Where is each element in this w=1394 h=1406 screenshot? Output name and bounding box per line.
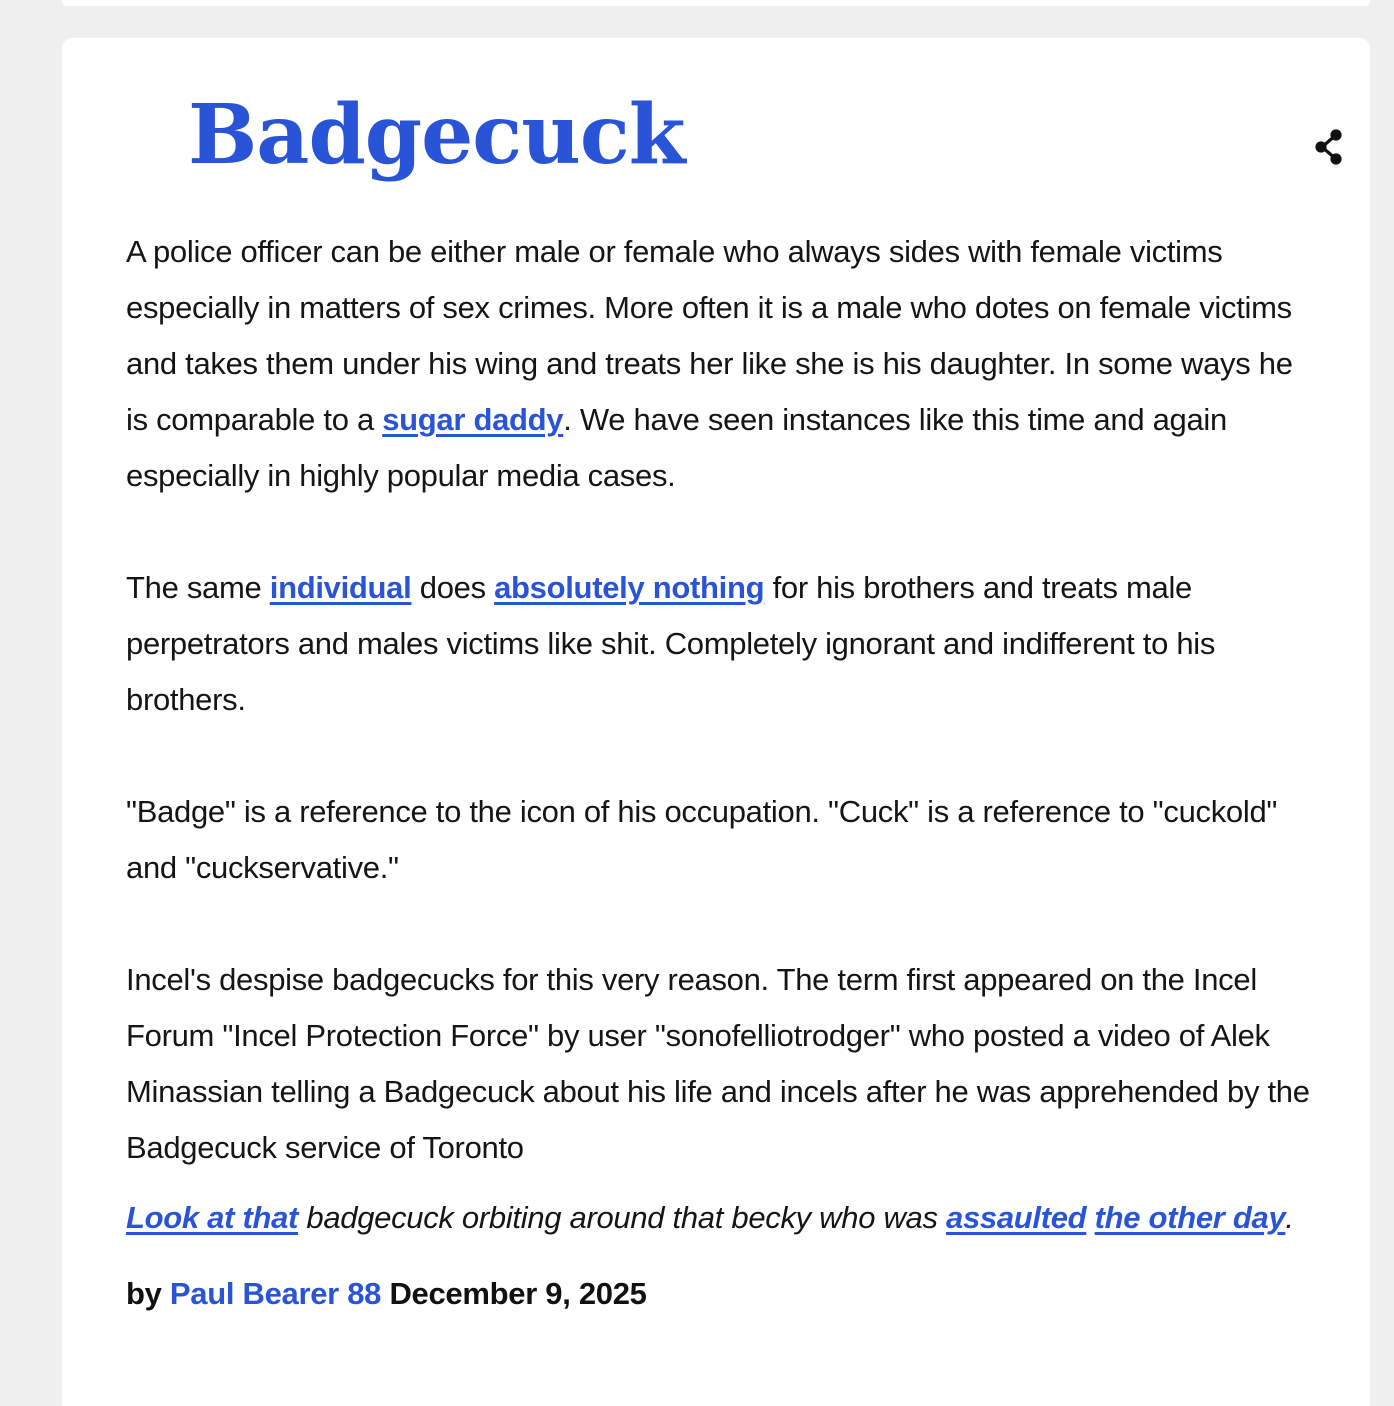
meaning-text: "Badge" is a reference to the icon of his occupation. "Cuck" is a reference to "cuckold" and "cuckservative." — [126, 794, 1286, 885]
link-absolutely-nothing[interactable]: absolutely nothing — [494, 570, 765, 605]
link-assaulted[interactable]: assaulted — [946, 1200, 1087, 1235]
byline — [126, 1274, 1306, 1314]
meaning-text: The same — [126, 570, 270, 605]
meaning-text: Incel's despise badgecucks for this very reason. The term first appeared on the Incel Forum "Incel Protection Force" by user "sonofelliotrodger" who posted a video of Alek Minassian telling a Badgecuck about his life and incels after he was apprehended by the Badgecuck service of Toronto — [126, 962, 1319, 1165]
share-icon[interactable] — [1310, 126, 1350, 168]
meaning-text: for his brothers and treats male perpetrators and males victims like shit. Completely ignorant and indifferent to his brothers. — [126, 570, 1224, 717]
meaning-text: does — [411, 570, 495, 605]
definition-meaning — [126, 224, 1319, 1176]
example-text: badgecuck orbiting around that becky who was — [298, 1200, 946, 1235]
meaning-text: . We have seen instances like this time and again especially in highly popular media cases. — [126, 402, 1236, 493]
link-individual[interactable]: individual — [269, 570, 412, 605]
byline-by: by — [126, 1276, 162, 1311]
definition-example — [126, 1190, 1316, 1246]
definition-card — [62, 38, 1370, 1406]
author-link[interactable]: Paul Bearer 88 — [169, 1276, 382, 1311]
link-the-other-day[interactable]: the other day — [1094, 1200, 1286, 1235]
meaning-text: A police officer can be either male or female who always sides with female victims especially in matters of sex crimes. More often it is a male who dotes on female victims and takes them under his wing and treats her like she is his daughter. In some ways he is comparable to a — [126, 234, 1301, 437]
example-text: . — [1285, 1200, 1294, 1235]
link-sugar-daddy[interactable]: sugar daddy — [382, 402, 564, 437]
link-look-at-that[interactable]: Look at that — [126, 1200, 299, 1235]
title-row — [126, 38, 1306, 224]
previous-card-edge — [62, 0, 1370, 6]
post-date: December 9, 2025 — [389, 1276, 647, 1311]
word-title[interactable]: Badgecuck — [188, 87, 685, 183]
example-text — [1086, 1200, 1094, 1235]
